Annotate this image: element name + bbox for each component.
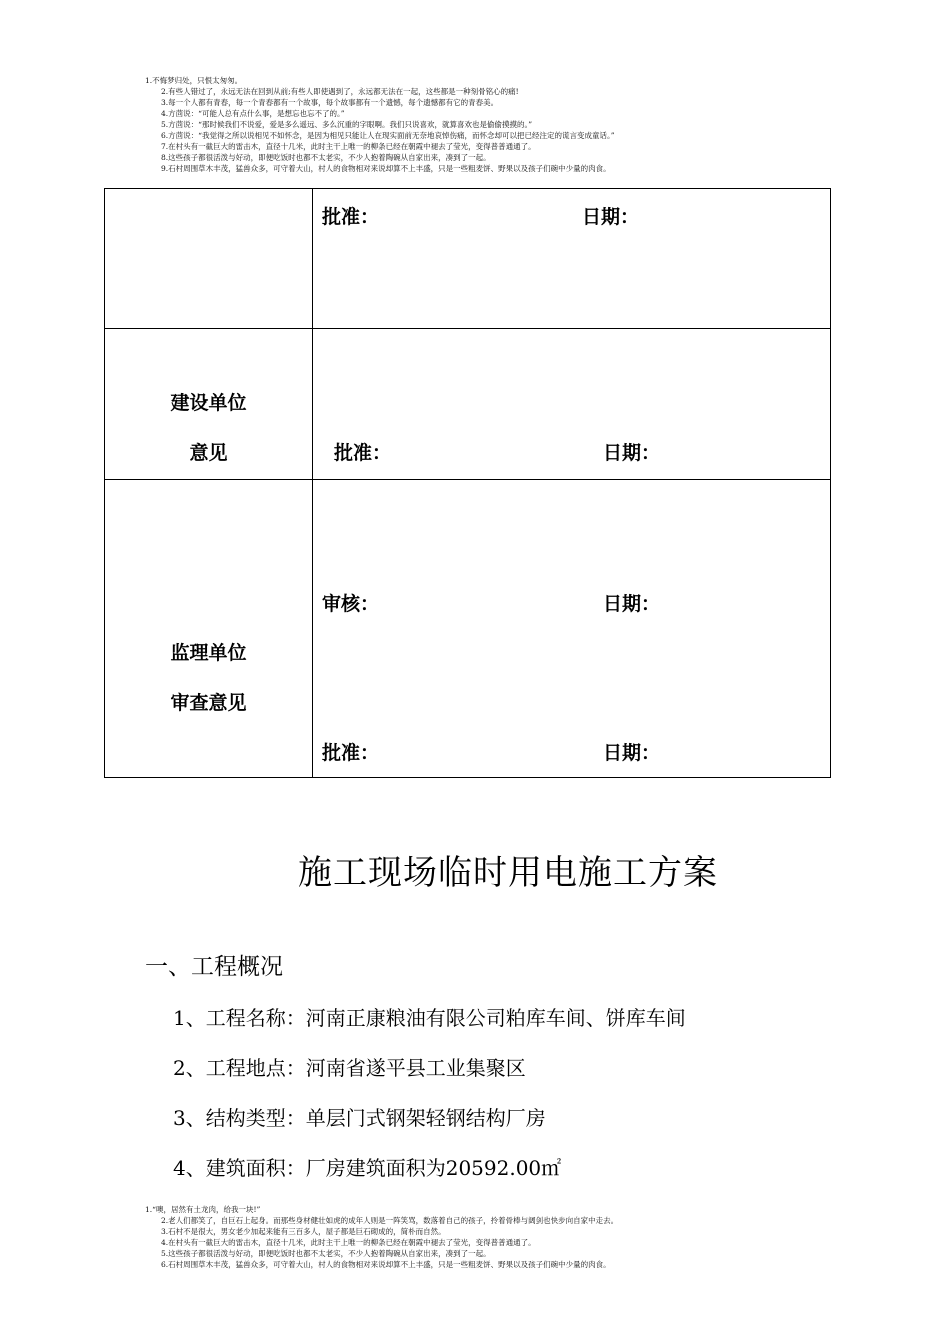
note-line: 6.方茴说：“我觉得之所以说相见不如怀念，是因为相见只能让人在现实面前无奈地哀悼伤痛，而怀念却可以把已经注定的谎言变成童话。” — [161, 131, 615, 140]
note-line: 3.每一个人都有青春，每一个青春都有一个故事，每个故事都有一个遗憾，每个遗憾都有它的青春美。 — [161, 98, 499, 107]
project-location-item: 2、工程地点：河南省遂平县工业集聚区 — [173, 1056, 526, 1080]
note-line: 2.老人们都笑了，自巨石上起身。而那些身材健壮如虎的成年人则是一阵笑骂，数落着自己的孩子，拎着骨棒与阔剑也快步向自家中走去。 — [161, 1216, 619, 1225]
owner-date-label: 日期： — [603, 442, 661, 464]
date-label: 日期： — [582, 206, 640, 228]
form-row-approval — [105, 189, 831, 329]
supervisor-opinion-cell — [313, 480, 831, 778]
building-area-item: 4、建筑面积：厂房建筑面积为20592.00㎡ — [173, 1156, 562, 1180]
owner-opinion-label: 意见 — [189, 442, 228, 464]
note-line: 6.石村周围草木丰茂，猛兽众多，可守着大山，村人的食物相对来说却算不上丰盛，只是一些粗麦饼、野果以及孩子们碗中少量的肉食。 — [161, 1260, 611, 1269]
approval-form-table — [104, 188, 831, 778]
header-notes — [145, 75, 615, 174]
note-line: 9.石村周围草木丰茂，猛兽众多，可守着大山，村人的食物相对来说却算不上丰盛，只是一些粗麦饼、野果以及孩子们碗中少量的肉食。 — [161, 164, 611, 173]
note-line: 4.方茴说：“可能人总有点什么事，是想忘也忘不了的。” — [161, 109, 345, 118]
footer-notes — [145, 1204, 618, 1270]
owner-unit-label: 建设单位 — [170, 392, 247, 414]
supervisor-unit-label: 监理单位 — [170, 642, 247, 664]
supervisor-approve-label: 批准： — [322, 742, 380, 764]
note-line: 4.在村头有一截巨大的雷击木，直径十几米，此时主干上唯一的柳条已经在朝霞中褪去了莹光，变得普普通通了。 — [161, 1238, 536, 1247]
structure-type-item: 3、结构类型：单层门式钢架轻钢结构厂房 — [173, 1106, 546, 1130]
document-title: 施工现场临时用电施工方案 — [298, 853, 718, 893]
note-line: 3.石村不是很大，男女老少加起来能有三百多人，屋子都是巨石砌成的，简朴而自然。 — [161, 1227, 446, 1236]
note-line: 5.这些孩子都很活泼与好动，即便吃饭时也都不太老实，不少人抱着陶碗从自家出来，凑到了一起。 — [161, 1249, 491, 1258]
supervisor-unit-cell — [105, 480, 313, 778]
section-heading: 一、工程概况 — [145, 954, 283, 980]
note-line: 7.在村头有一截巨大的雷击木，直径十几米，此时主干上唯一的柳条已经在朝霞中褪去了莹光，变得普普通通了。 — [161, 142, 536, 151]
note-line: 8.这些孩子都很活泼与好动，即便吃饭时也都不太老实，不少人抱着陶碗从自家出来，凑到了一起。 — [161, 153, 491, 162]
note-line: 2.有些人错过了，永远无法在回到从前;有些人即使遇到了，永远都无法在一起，这些都是一种刻骨铭心的痛! — [161, 87, 519, 96]
note-line: 1.不悔梦归处，只恨太匆匆。 — [145, 76, 243, 85]
approve-label: 批准： — [322, 206, 380, 228]
supervisor-date-label: 日期： — [603, 742, 661, 764]
form-row-supervisor — [105, 480, 831, 778]
note-line: 1.“噢，居然有土龙肉，给我一块!” — [145, 1205, 261, 1214]
supervisor-opinion-label: 审查意见 — [170, 692, 247, 714]
form-row-owner — [105, 329, 831, 480]
project-name-item: 1、工程名称：河南正康粮油有限公司粕库车间、饼库车间 — [173, 1006, 686, 1030]
form-cell-approval — [313, 189, 831, 329]
review-label: 审核： — [322, 593, 380, 615]
review-date-label: 日期： — [603, 593, 661, 615]
owner-unit-cell — [105, 329, 313, 480]
form-cell-blank — [105, 189, 313, 329]
owner-opinion-cell — [313, 329, 831, 480]
owner-approve-label: 批准： — [334, 442, 392, 464]
note-line: 5.方茴说：“那时候我们不说爱，爱是多么遥远、多么沉重的字眼啊。我们只说喜欢，就算喜欢也是偷偷摸摸的。” — [161, 120, 533, 129]
